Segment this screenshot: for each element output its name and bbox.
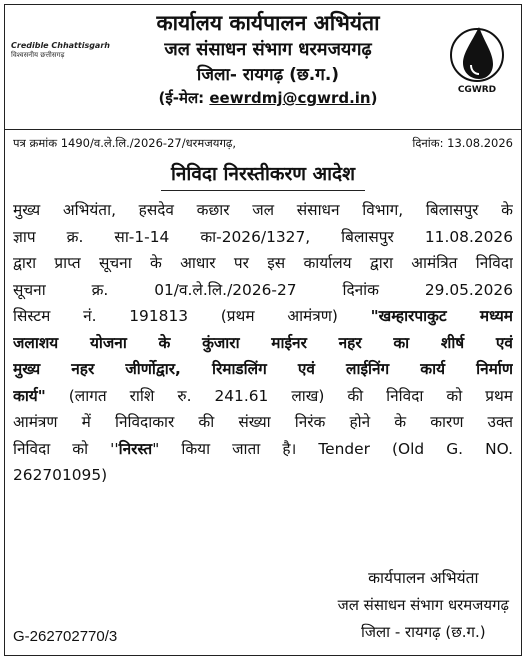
signatory-district: जिला - रायगढ़ (छ.ग.) xyxy=(361,623,486,641)
body-line-4: सूचना क्र. 01/व.ले.लि./2026-27 दिनांक 29.05.2026 xyxy=(13,280,513,299)
system-number: सिस्टम नं. 191813 (प्रथम आमंत्रण) xyxy=(13,307,371,325)
division-name: जल संसाधन संभाग धरमजयगढ़ xyxy=(164,39,372,60)
logo-text-hindi: विश्वसनीय छत्तीसगढ़ xyxy=(11,51,65,59)
body-line-2: ज्ञाप क्र. सा-1-14 का-2026/1327, बिलासपुर 11.08.2026 xyxy=(13,227,513,246)
letter-number: पत्र क्रमांक 1490/व.ले.लि./2026-27/धरमजयगढ़, xyxy=(13,135,237,150)
work-name-end: कार्य" xyxy=(13,386,46,405)
email-line xyxy=(105,87,431,109)
notice-title-wrap xyxy=(5,158,521,191)
letter-date: दिनांक: 13.08.2026 xyxy=(412,135,513,150)
body-line-5 xyxy=(13,303,513,330)
cgwrd-logo xyxy=(443,21,511,107)
cancelled-word: निरस्त xyxy=(118,439,153,458)
body-line-10 xyxy=(13,436,513,463)
email-close: ) xyxy=(370,89,378,107)
logo-text-english: Credible Chhattisgarh xyxy=(11,41,110,50)
body-line-11: 262701095) xyxy=(13,466,108,484)
body-line-9: आमंत्रण में निविदाकार की संख्या निरंक होने के कारण उक्त xyxy=(13,413,513,431)
notice-title: निविदा निरस्तीकरण आदेश xyxy=(161,158,365,191)
letterhead xyxy=(5,5,521,130)
cgwrd-caption: CGWRD xyxy=(457,85,497,95)
work-name-start: "खम्हारपाकुट मध्यम xyxy=(370,307,513,325)
notice-body xyxy=(5,191,521,489)
g-number: G-262702770/3 xyxy=(13,628,118,645)
cancel-prefix: निविदा को '' xyxy=(13,439,119,458)
notice-page xyxy=(4,4,522,656)
body-line-6: जलाशय योजना के कुंजारा माईनर नहर का शीर्ष एवं xyxy=(13,333,513,352)
signatory-division: जल संसाधन संभाग धरमजयगढ़ xyxy=(337,596,509,614)
body-line-1: मुख्य अभियंता, हसदेव कछार जल संसाधन विभाग, बिलासपुर के xyxy=(13,201,513,219)
credible-chhattisgarh-logo xyxy=(11,41,110,60)
email-address: eewrdmj@cgwrd.in xyxy=(209,89,371,107)
signature-block xyxy=(338,565,509,646)
body-line-3: द्वारा प्राप्त सूचना के आधार पर इस कार्यालय द्वारा आमंत्रित निविदा xyxy=(13,254,513,272)
body-line-7: मुख्य नहर जीर्णोद्वार, रिमाडलिंग एवं लाईनिंग कार्य निर्माण xyxy=(13,360,513,378)
water-drop-icon xyxy=(449,21,505,83)
district-name: जिला- रायगढ़ (छ.ग.) xyxy=(196,65,340,85)
body-line-8 xyxy=(13,383,513,410)
signatory-designation: कार्यपालन अभियंता xyxy=(368,569,479,587)
cancel-suffix: " किया जाता है। Tender (Old G. NO. xyxy=(152,439,513,458)
cost-text: (लागत राशि रु. 241.61 लाख) की निविदा को प्रथम xyxy=(45,386,513,405)
office-title: कार्यालय कार्यपालन अभियंता xyxy=(156,11,380,35)
email-label: (ई-मेल: xyxy=(158,89,205,107)
letterhead-text xyxy=(105,9,431,109)
reference-line xyxy=(5,130,521,156)
